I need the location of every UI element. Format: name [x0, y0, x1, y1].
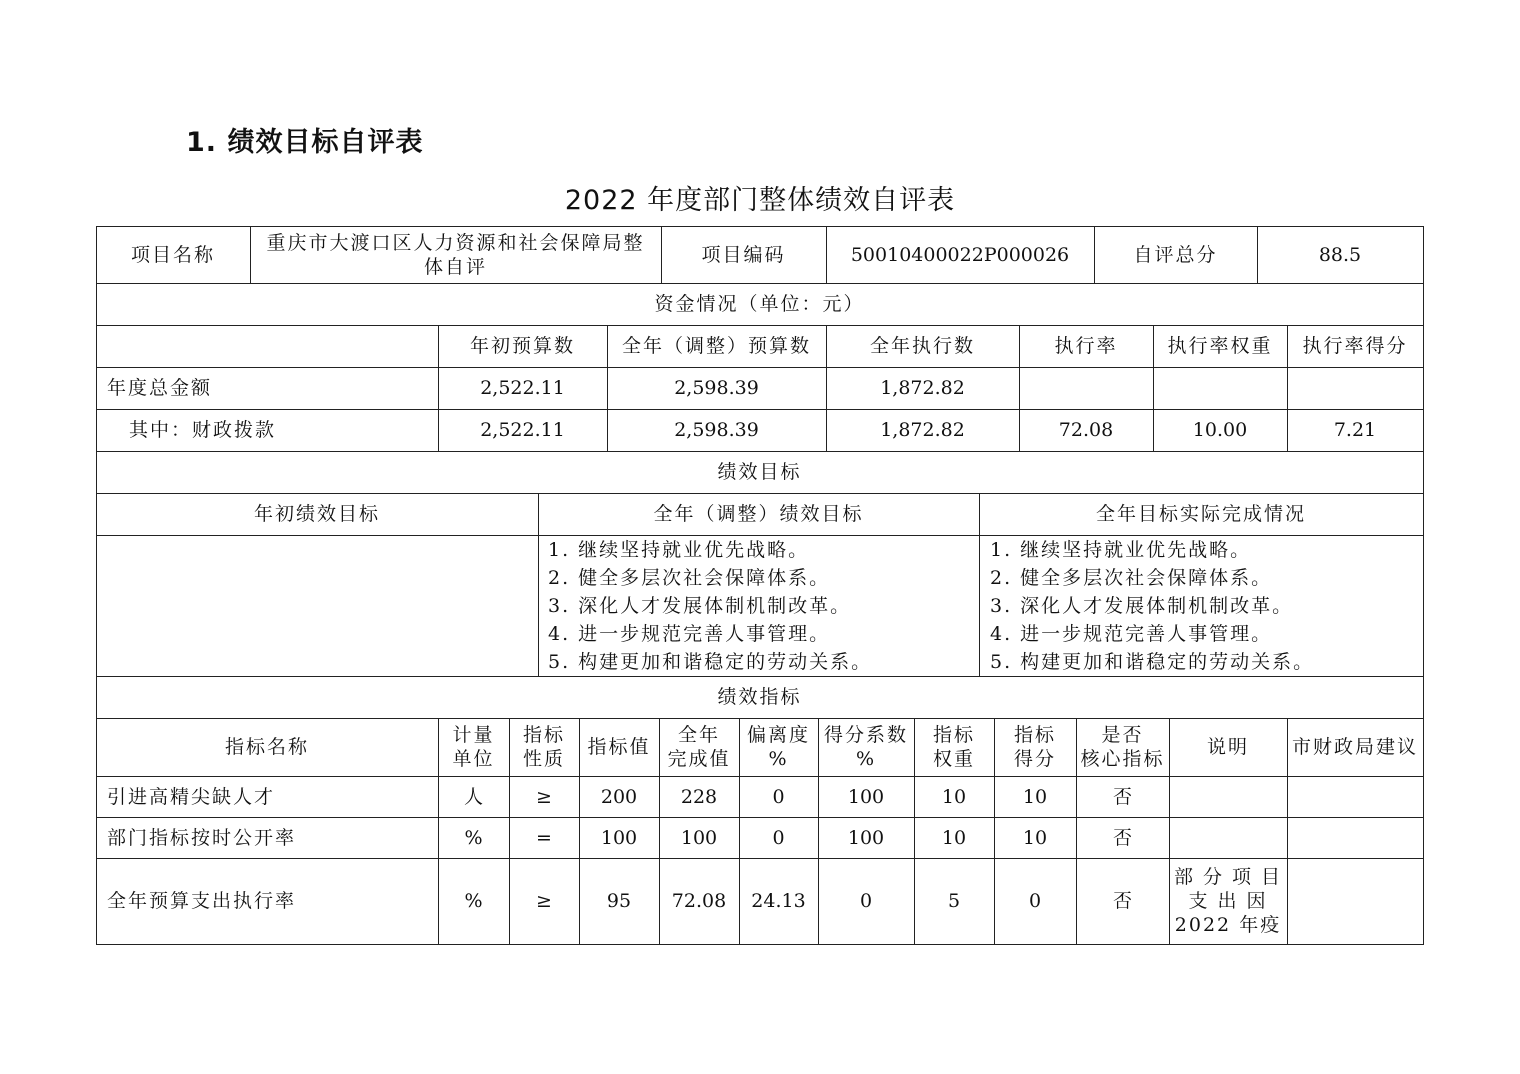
indicator-col-header-lines: [933, 723, 975, 771]
table-rule: [96, 944, 1424, 945]
indicator-col-header: [818, 718, 914, 776]
funds-value: [1019, 367, 1153, 409]
indicator-col-header-lines: [747, 723, 810, 771]
indicator-core: 否: [1112, 890, 1132, 912]
indicator-note: [1169, 817, 1287, 858]
indicator-col-header: [438, 718, 509, 776]
funds-section-label: 资金情况（单位：元）: [654, 293, 865, 315]
goal-item: 1. 继续坚持就业优先战略。: [990, 539, 1252, 561]
funds-col-header: 全年（调整）预算数: [621, 335, 811, 357]
indicator-core: 否: [1112, 826, 1132, 849]
goal-item: 4. 进一步规范完善人事管理。: [990, 623, 1273, 645]
indicator-note: [1169, 776, 1287, 817]
indicator-col-header-lines: [824, 723, 908, 771]
funds-value: 2,522.11: [480, 419, 565, 441]
indicator-name: 引进高精尖缺人才: [107, 785, 276, 808]
table-title: 2022 年度部门整体绩效自评表: [564, 185, 956, 216]
indicator-deviation: 0: [772, 826, 785, 849]
goal-item: 2. 健全多层次社会保障体系。: [990, 567, 1273, 589]
actual-goals-list: [990, 536, 1314, 676]
funds-row-label: 其中：财政拨款: [129, 419, 277, 441]
funds-col-header: 年初预算数: [469, 335, 575, 357]
funds-value: 1,872.82: [880, 377, 965, 399]
indicator-col-header-line: 得分: [1013, 748, 1056, 770]
indicator-actual: 100: [680, 826, 718, 849]
adjusted-goals-list: [548, 536, 872, 676]
goal-item: 3. 深化人才发展体制机制改革。: [990, 595, 1294, 617]
funds-value: [1287, 367, 1423, 409]
funds-value: [1153, 367, 1287, 409]
indicator-target: 95: [606, 890, 632, 912]
indicator-col-header-line: 得分系数: [823, 724, 908, 746]
funds-col-header: 执行率: [1054, 335, 1118, 357]
section-heading: 1. 绩效目标自评表: [186, 127, 424, 158]
indicator-score: 0: [1028, 890, 1042, 912]
indicator-nature: ≥: [536, 890, 552, 912]
indicator-target: 200: [600, 785, 638, 808]
indicator-coef: 100: [847, 785, 885, 808]
indicator-weight: 10: [941, 826, 967, 849]
indicator-nature: ≥: [536, 785, 552, 808]
indicator-col-header-line: 权重: [932, 748, 975, 770]
indicator-col-header-line: 性质: [522, 748, 565, 770]
indicator-note-line: 2022 年疫: [1174, 914, 1282, 936]
indicator-weight: 10: [941, 785, 967, 808]
project-name-label: 项目名称: [130, 243, 215, 266]
indicator-note-line: 支 出 因: [1188, 890, 1268, 912]
indicator-col-header-line: 说明: [1206, 736, 1249, 758]
total-score-value: 88.5: [1318, 243, 1362, 266]
indicator-weight: 5: [947, 890, 961, 912]
goal-item: 5. 构建更加和谐稳定的劳动关系。: [990, 651, 1315, 673]
indicator-core: 否: [1112, 785, 1132, 808]
indicator-col-header-line: 完成值: [667, 748, 731, 770]
indicator-col-header-lines: [523, 723, 565, 771]
indicator-col-header-line: 全年: [677, 724, 720, 746]
indicator-col-header-line: 计量: [452, 724, 495, 746]
indicator-col-header-lines: [452, 723, 494, 771]
indicator-col-header: [1169, 718, 1287, 776]
goal-item: 2. 健全多层次社会保障体系。: [548, 567, 831, 589]
indicator-col-header-line: 指标: [932, 724, 975, 746]
indicator-col-header: [579, 718, 659, 776]
indicator-deviation: 24.13: [751, 890, 806, 912]
indicator-target: 100: [600, 826, 638, 849]
table-rule: [1423, 226, 1424, 945]
indicator-actual: 72.08: [671, 890, 727, 912]
indicator-col-header-line: 单位: [452, 748, 495, 770]
project-name-value: 重庆市大渡口区人力资源和社会保障局整体自评: [266, 231, 645, 278]
indicator-deviation: 0: [772, 785, 785, 808]
funds-value: 7.21: [1333, 419, 1377, 441]
indicator-coef: 0: [859, 890, 873, 912]
indicator-advice: [1287, 858, 1423, 944]
indicator-coef: 100: [847, 826, 885, 849]
indicator-col-header: [96, 718, 438, 776]
indicator-score: 10: [1022, 826, 1048, 849]
goals-col-header: 全年目标实际完成情况: [1095, 503, 1306, 525]
indicator-unit: %: [464, 890, 483, 912]
indicator-note-line: 部 分 项 目: [1173, 866, 1283, 888]
indicator-advice: [1287, 817, 1423, 858]
project-code-label: 项目编码: [701, 243, 786, 266]
indicator-name: 部门指标按时公开率: [107, 826, 297, 849]
indicator-col-header: [1076, 718, 1169, 776]
indicator-score: 10: [1022, 785, 1048, 808]
goals-section-label: 绩效目标: [717, 461, 802, 483]
indicator-col-header-lines: [587, 735, 650, 759]
indicator-advice: [1287, 776, 1423, 817]
goal-item: 5. 构建更加和谐稳定的劳动关系。: [548, 651, 873, 673]
indicator-col-header-line: 指标名称: [224, 736, 309, 758]
funds-col-header: 执行率得分: [1302, 335, 1408, 357]
funds-row-label: 年度总金额: [107, 377, 213, 399]
indicator-col-header-line: %: [855, 748, 877, 770]
indicator-col-header: [1287, 718, 1423, 776]
indicator-col-header-line: %: [768, 748, 789, 770]
indicator-unit: %: [464, 826, 483, 849]
indicator-col-header: [739, 718, 818, 776]
indicator-col-header: [914, 718, 994, 776]
indicator-col-header-lines: [667, 723, 730, 771]
indicator-col-header-line: 市财政局建议: [1291, 736, 1418, 758]
indicator-col-header: [659, 718, 739, 776]
indicator-col-header-line: 是否: [1101, 724, 1144, 746]
indicator-note-lines: [1174, 865, 1282, 937]
indicator-col-header: [509, 718, 579, 776]
indicator-unit: 人: [463, 785, 483, 808]
indicator-actual: 228: [680, 785, 718, 808]
total-score-label: 自评总分: [1133, 243, 1218, 266]
indicator-col-header-line: 指标值: [587, 736, 651, 758]
goal-item: 4. 进一步规范完善人事管理。: [548, 623, 831, 645]
indicator-col-header: [994, 718, 1076, 776]
funds-col-header: 全年执行数: [869, 335, 975, 357]
indicator-col-header-lines: [1014, 723, 1056, 771]
funds-col-header: 执行率权重: [1167, 335, 1273, 357]
indicator-col-header-lines: [1292, 735, 1418, 759]
indicator-col-header-lines: [1080, 723, 1164, 771]
indicator-col-header-line: 指标: [522, 724, 565, 746]
indicators-section-label: 绩效指标: [717, 686, 802, 708]
funds-value: 72.08: [1058, 419, 1114, 441]
indicator-col-header-line: 指标: [1013, 724, 1056, 746]
project-code-value: 50010400022P000026: [850, 243, 1070, 266]
funds-value: 2,522.11: [480, 377, 565, 399]
indicator-note: [1169, 858, 1287, 944]
indicator-col-header-line: 核心指标: [1080, 748, 1165, 770]
indicator-name: 全年预算支出执行率: [107, 890, 297, 912]
indicator-col-header-lines: [1207, 735, 1249, 759]
funds-value: 10.00: [1192, 419, 1248, 441]
funds-value: 2,598.39: [674, 377, 759, 399]
goal-item: 3. 深化人才发展体制机制改革。: [548, 595, 852, 617]
indicator-col-header-line: 偏离度: [746, 724, 810, 746]
funds-value: 1,872.82: [880, 419, 965, 441]
indicator-nature: =: [536, 826, 552, 849]
goals-col-header: 年初绩效目标: [253, 503, 380, 525]
goals-col-header: 全年（调整）绩效目标: [653, 503, 864, 525]
goal-item: 1. 继续坚持就业优先战略。: [548, 539, 810, 561]
funds-value: 2,598.39: [674, 419, 759, 441]
indicator-col-header-lines: [225, 735, 309, 759]
